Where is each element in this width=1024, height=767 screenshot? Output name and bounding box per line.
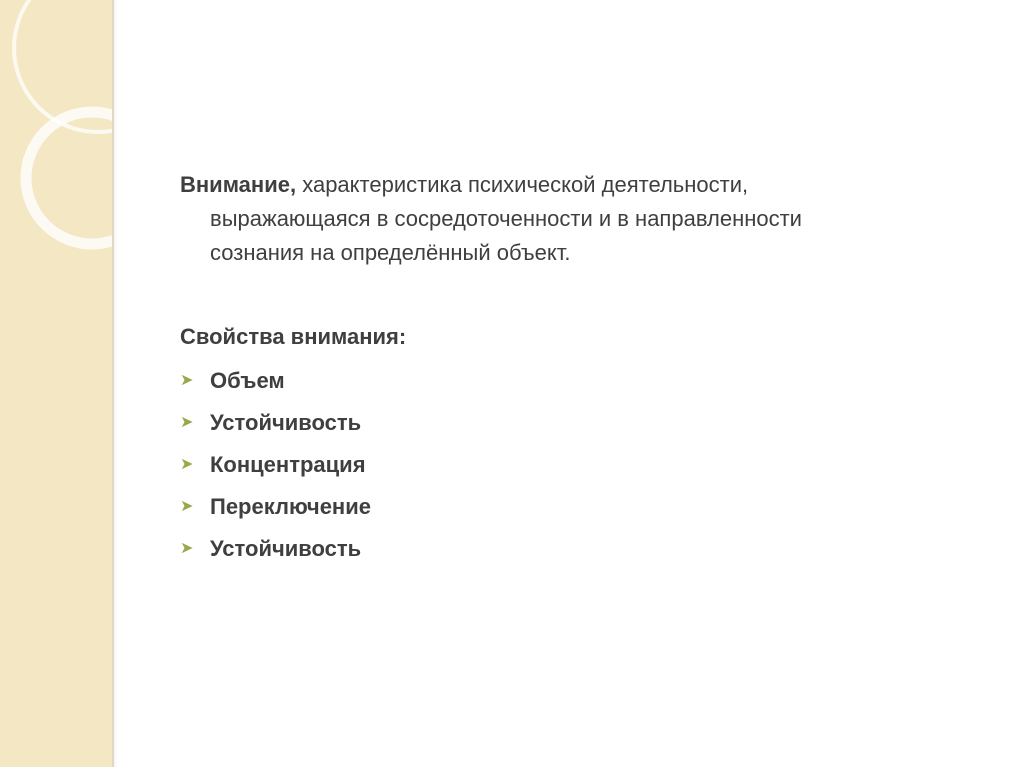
list-item (180, 444, 960, 486)
definition-line-1-text: характеристика психической деятельности, (296, 172, 749, 197)
list-item (180, 360, 960, 402)
list-item (180, 486, 960, 528)
definition-line-1 (180, 168, 960, 202)
arrowhead-bullet-icon: ➤ (180, 498, 194, 515)
list-item-label: Переключение (210, 494, 371, 519)
list-item-label: Устойчивость (210, 536, 362, 561)
properties-list (180, 360, 960, 570)
arrowhead-bullet-icon: ➤ (180, 456, 194, 473)
list-item (180, 402, 960, 444)
list-item-label: Устойчивость (210, 410, 362, 435)
slide-content (180, 168, 960, 570)
side-band-shadow (112, 0, 118, 767)
decorative-side-band (0, 0, 114, 767)
definition-term: Внимание, (180, 172, 297, 197)
arrowhead-bullet-icon: ➤ (180, 372, 194, 389)
definition-paragraph (180, 168, 960, 270)
list-item-label: Концентрация (210, 452, 366, 477)
definition-line-2: выражающаяся в сосредоточенности и в направленности (210, 206, 802, 231)
properties-title: Свойства внимания: (180, 324, 407, 349)
list-item-label: Объем (210, 368, 285, 393)
arrowhead-bullet-icon: ➤ (180, 540, 194, 557)
decorative-rings (0, 0, 112, 767)
arrowhead-bullet-icon: ➤ (180, 414, 194, 431)
definition-line-3: сознания на определённый объект. (210, 240, 571, 265)
list-item (180, 528, 960, 570)
